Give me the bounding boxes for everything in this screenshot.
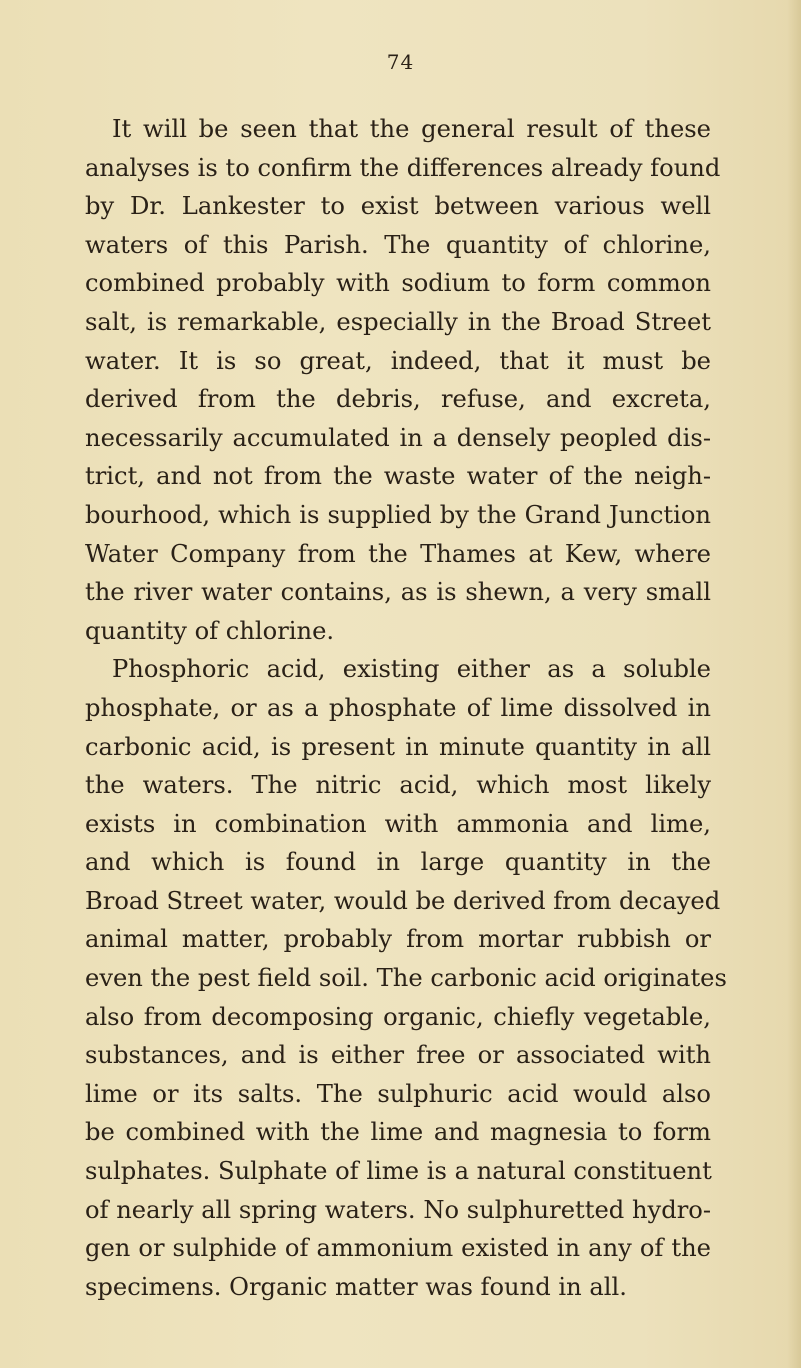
text-line: salt, is remarkable, especially in the Broad Street xyxy=(85,307,711,336)
text-line: substances, and is either free or associated with xyxy=(85,1041,711,1070)
text-line: and which is found in large quantity in the xyxy=(85,848,711,877)
text-line: derived from the debris, refuse, and excreta, xyxy=(85,385,711,414)
text-line: trict, and not from the waste water of the neigh- xyxy=(85,462,711,491)
text-line: It will be seen that the general result of these xyxy=(112,115,711,143)
text-line: necessarily accumulated in a densely peopled dis- xyxy=(85,423,711,452)
text-line: be combined with the lime and magnesia to form xyxy=(85,1118,711,1147)
text-line: animal matter, probably from mortar rubbish or xyxy=(85,925,711,954)
text-line: combined probably with sodium to form common xyxy=(85,269,711,298)
text-line: quantity of chlorine. xyxy=(85,616,335,645)
text-line: specimens. Organic matter was found in all. xyxy=(85,1272,627,1301)
text-line: Broad Street water, would be derived from decayed xyxy=(85,886,721,915)
text-line: Phosphoric acid, existing either as a soluble xyxy=(112,655,711,684)
page-edge-shadow xyxy=(787,0,801,1368)
text-line: also from decomposing organic, chiefly vegetable, xyxy=(85,1002,711,1031)
text-line: carbonic acid, is present in minute quantity in all xyxy=(85,732,711,761)
text-line: Water Company from the Thames at Kew, where xyxy=(85,539,711,568)
text-line: lime or its salts. The sulphuric acid would also xyxy=(85,1079,711,1108)
text-line: gen or sulphide of ammonium existed in any of the xyxy=(85,1234,711,1263)
paragraph-1 xyxy=(85,110,721,650)
text-line: even the pest field soil. The carbonic acid originates xyxy=(85,964,727,993)
text-line: the river water contains, as is shewn, a very small xyxy=(85,578,711,607)
text-line: exists in combination with ammonia and lime, xyxy=(85,809,711,838)
text-line: bourhood, which is supplied by the Grand Junction xyxy=(85,500,711,529)
text-line: of nearly all spring waters. No sulphuretted hydro- xyxy=(85,1195,711,1224)
text-line: analyses is to confirm the differences already found xyxy=(85,153,721,182)
text-line: by Dr. Lankester to exist between various well xyxy=(85,192,711,221)
page-number: 74 xyxy=(386,50,415,74)
text-line: waters of this Parish. The quantity of chlorine, xyxy=(85,230,711,259)
text-column xyxy=(85,110,727,1306)
text-line: the waters. The nitric acid, which most likely xyxy=(85,771,711,800)
paragraph-2 xyxy=(85,650,727,1306)
text-line: sulphates. Sulphate of lime is a natural constituent xyxy=(85,1157,712,1186)
text-line: phosphate, or as a phosphate of lime dissolved in xyxy=(85,693,711,722)
text-line: water. It is so great, indeed, that it must be xyxy=(85,346,711,375)
